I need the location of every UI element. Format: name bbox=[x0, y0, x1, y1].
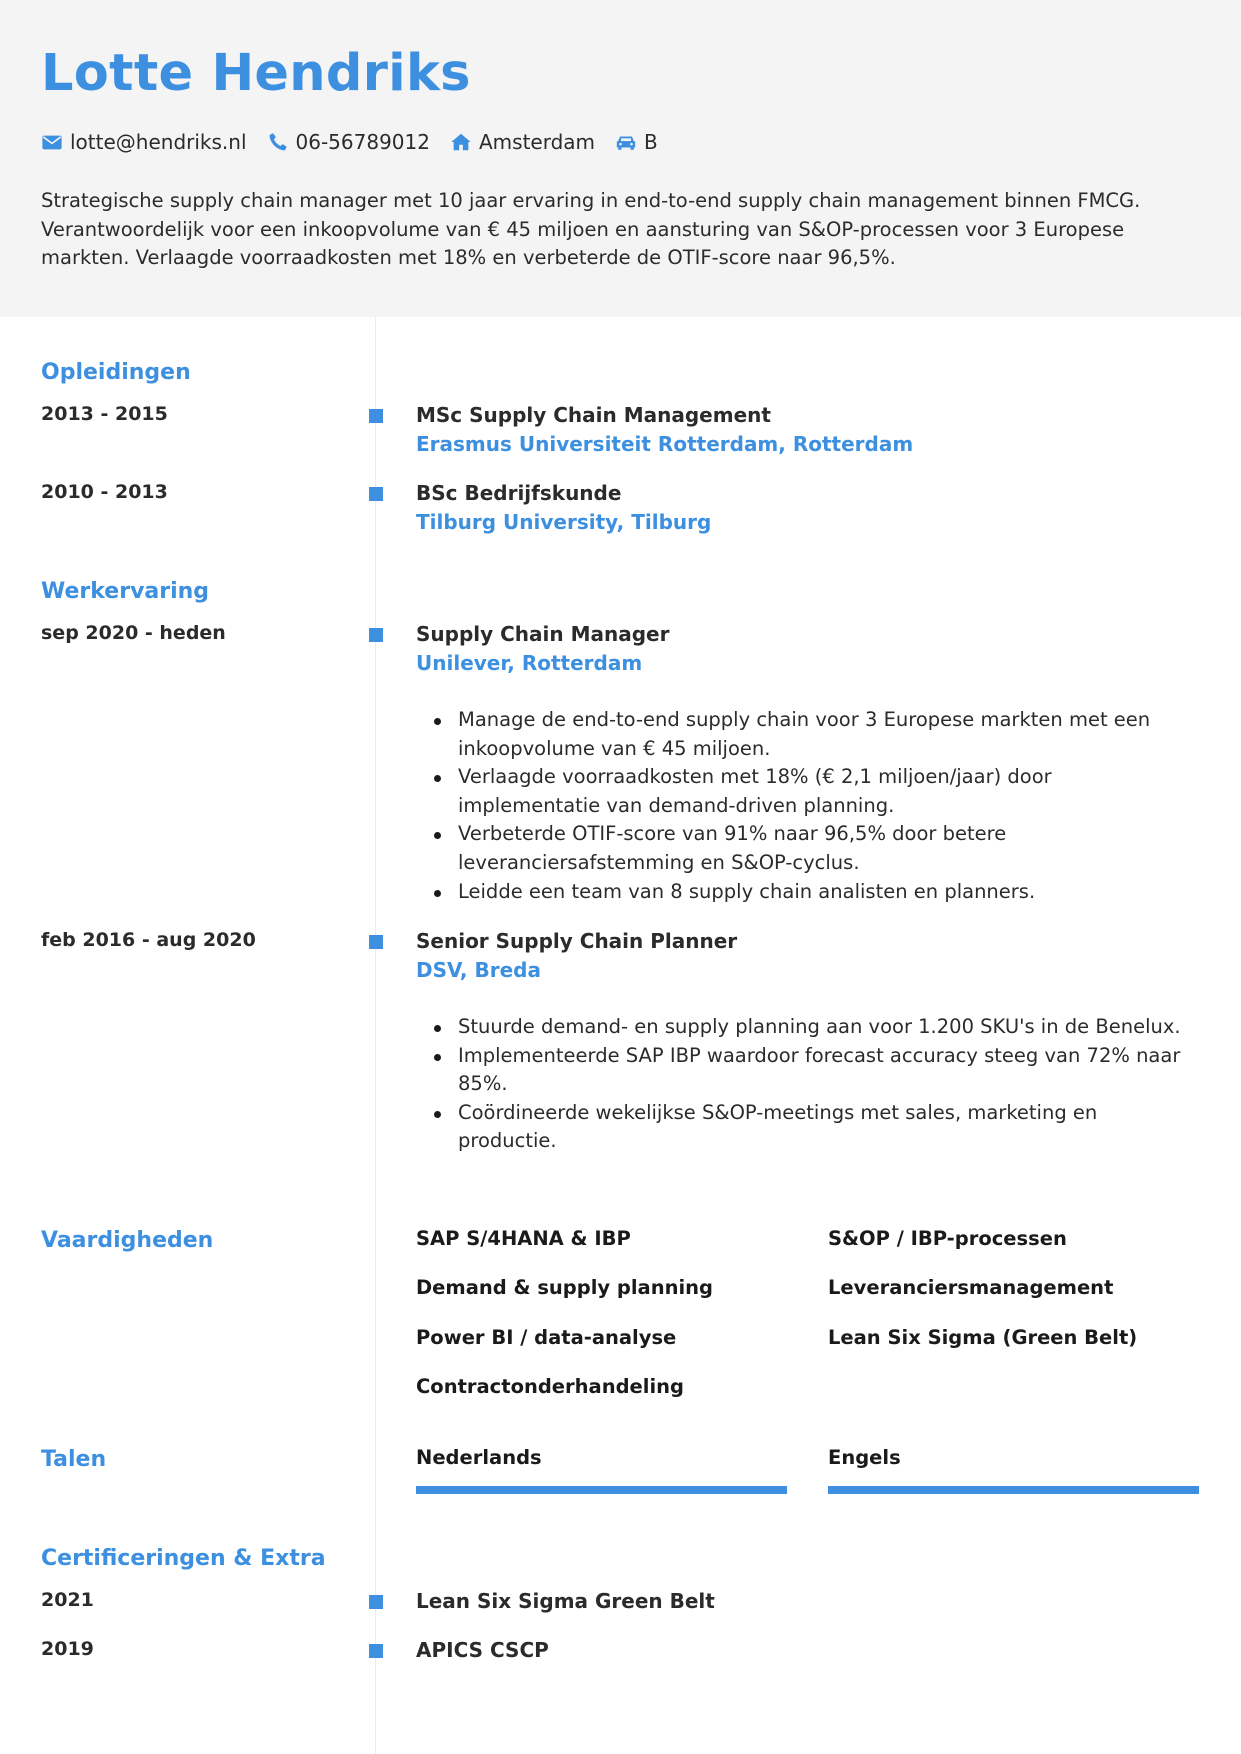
skill-item: Leveranciersmanagement bbox=[828, 1276, 1114, 1299]
contact-license bbox=[615, 130, 658, 154]
skill-item: Power BI / data-analyse bbox=[416, 1326, 677, 1349]
envelope-icon bbox=[41, 131, 63, 153]
certification-name: APICS CSCP bbox=[416, 1638, 549, 1662]
bullet-item: Implementeerde SAP IBP waardoor forecast accuracy steeg van 72% naar 85%. bbox=[416, 1042, 1186, 1099]
certification-year: 2021 bbox=[41, 1589, 94, 1611]
job-role: Supply Chain Manager bbox=[416, 622, 670, 646]
timeline-marker bbox=[369, 1644, 383, 1658]
timeline-marker bbox=[369, 935, 383, 949]
bullet-item: Manage de end-to-end supply chain voor 3 Europese markten met een inkoopvolume van € 45 miljoen. bbox=[416, 706, 1186, 763]
language-level-fill bbox=[828, 1486, 1199, 1494]
phone-icon bbox=[267, 131, 289, 153]
certification-year: 2019 bbox=[41, 1638, 94, 1660]
job-period: feb 2016 - aug 2020 bbox=[41, 929, 256, 951]
bullet-item: Verbeterde OTIF-score van 91% naar 96,5% door betere leveranciersafstemming en S&OP-cyclus. bbox=[416, 820, 1186, 877]
skill-item: S&OP / IBP-processen bbox=[828, 1227, 1067, 1250]
section-title-certifications: Certificeringen & Extra bbox=[41, 1546, 326, 1571]
skill-item: SAP S/4HANA & IBP bbox=[416, 1227, 631, 1250]
job-bullets bbox=[416, 1013, 1186, 1156]
timeline-divider bbox=[375, 317, 376, 1754]
language-name: Engels bbox=[828, 1446, 901, 1469]
contact-info bbox=[41, 128, 678, 156]
education-period: 2013 - 2015 bbox=[41, 403, 168, 425]
education-period: 2010 - 2013 bbox=[41, 481, 168, 503]
license-text: B bbox=[644, 130, 658, 154]
education-degree: MSc Supply Chain Management bbox=[416, 403, 771, 427]
education-degree: BSc Bedrijfskunde bbox=[416, 481, 622, 505]
contact-email[interactable] bbox=[41, 130, 247, 154]
job-period: sep 2020 - heden bbox=[41, 622, 226, 644]
timeline-marker bbox=[369, 628, 383, 642]
bullet-item: Stuurde demand- en supply planning aan voor 1.200 SKU's in de Benelux. bbox=[416, 1013, 1186, 1042]
skill-item: Contractonderhandeling bbox=[416, 1375, 684, 1398]
job-company: DSV, Breda bbox=[416, 958, 541, 982]
timeline-marker bbox=[369, 409, 383, 423]
contact-city bbox=[450, 130, 595, 154]
language-level-bar bbox=[828, 1486, 1199, 1494]
skill-item: Lean Six Sigma (Green Belt) bbox=[828, 1326, 1138, 1349]
section-title-skills: Vaardigheden bbox=[41, 1228, 214, 1253]
timeline-marker bbox=[369, 487, 383, 501]
bullet-item: Coördineerde wekelijkse S&OP-meetings met sales, marketing en productie. bbox=[416, 1099, 1186, 1156]
car-icon bbox=[615, 131, 637, 153]
city-text: Amsterdam bbox=[478, 130, 596, 154]
email-text: lotte@hendriks.nl bbox=[70, 130, 247, 154]
education-school: Erasmus Universiteit Rotterdam, Rotterdam bbox=[416, 432, 914, 456]
contact-phone[interactable] bbox=[267, 130, 430, 154]
section-title-experience: Werkervaring bbox=[41, 579, 210, 604]
language-name: Nederlands bbox=[416, 1446, 542, 1469]
education-school: Tilburg University, Tilburg bbox=[416, 510, 712, 534]
section-title-languages: Talen bbox=[41, 1447, 107, 1472]
certification-name: Lean Six Sigma Green Belt bbox=[416, 1589, 715, 1613]
job-company: Unilever, Rotterdam bbox=[416, 651, 643, 675]
language-level-fill bbox=[416, 1486, 787, 1494]
bullet-item: Leidde een team van 8 supply chain analisten en planners. bbox=[416, 878, 1186, 907]
skill-item: Demand & supply planning bbox=[416, 1276, 713, 1299]
bullet-item: Verlaagde voorraadkosten met 18% (€ 2,1 miljoen/jaar) door implementatie van demand-driven planning. bbox=[416, 763, 1186, 820]
section-title-education: Opleidingen bbox=[41, 360, 191, 385]
timeline-marker bbox=[369, 1595, 383, 1609]
job-role: Senior Supply Chain Planner bbox=[416, 929, 738, 953]
home-icon bbox=[450, 131, 472, 153]
profile-summary: Strategische supply chain manager met 10 jaar ervaring in end-to-end supply chain management binnen FMCG. Verantwoordelijk voor een inkoopvolume van € 45 miljoen en aansturing van S&OP-processen voor 3 Europese markten. Verlaagde voorraadkosten met 18% en verbeterde de OTIF-score naar 96,5%. bbox=[41, 189, 1141, 269]
language-level-bar bbox=[416, 1486, 787, 1494]
phone-text: 06-56789012 bbox=[295, 130, 430, 154]
job-bullets bbox=[416, 706, 1186, 906]
header bbox=[0, 0, 1241, 317]
candidate-name: Lotte Hendriks bbox=[41, 44, 471, 103]
